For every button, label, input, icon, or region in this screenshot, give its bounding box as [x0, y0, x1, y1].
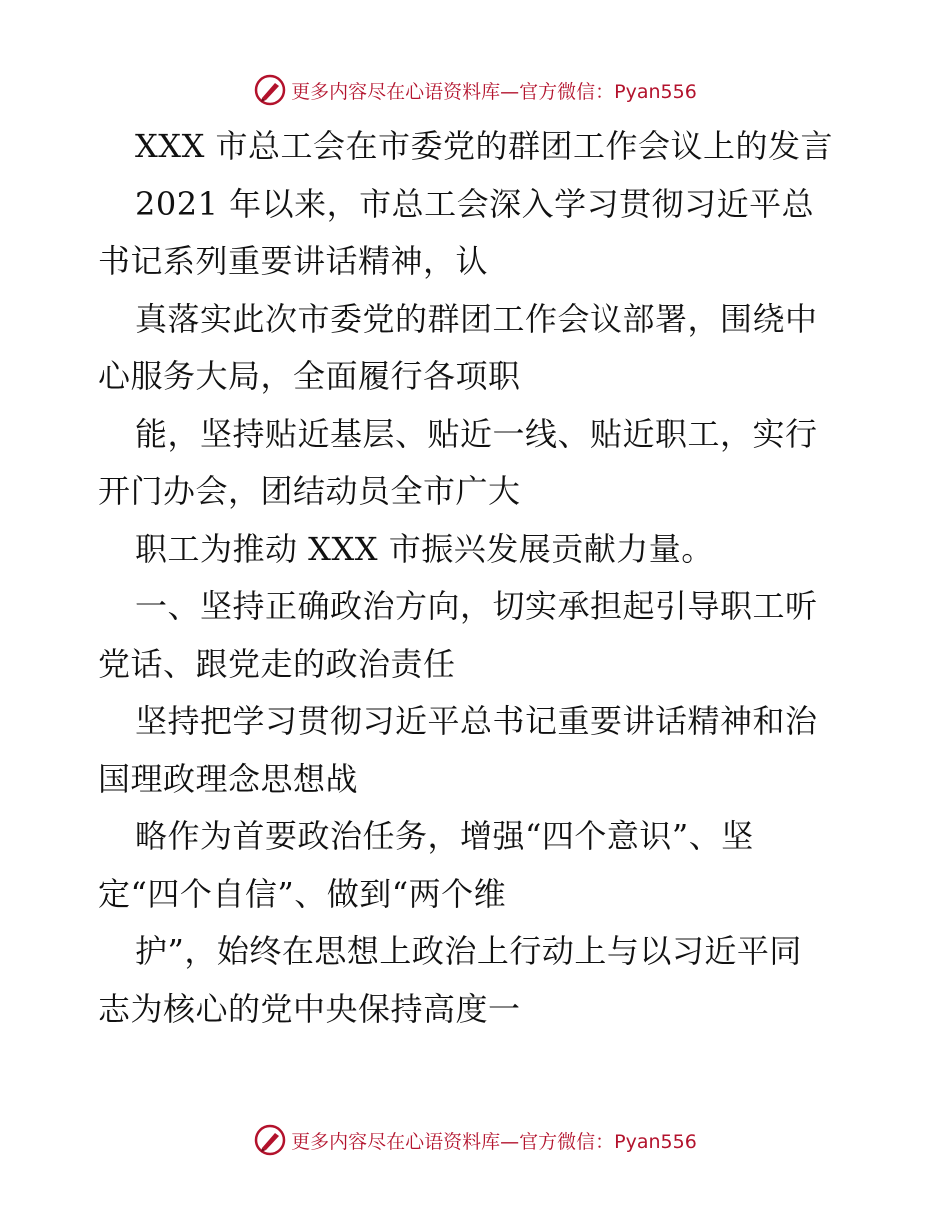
banner-wechat-text: 官方微信：Pyan556	[519, 80, 697, 103]
pen-logo-icon	[253, 1123, 287, 1157]
footer-banner	[0, 1120, 950, 1160]
paragraph-line: 真落实此次市委党的群团工作会议部署，围绕中	[135, 299, 818, 338]
paragraph-line: 2021 年以来，市总工会深入学习贯彻习近平总	[135, 184, 815, 223]
banner-dash: —	[500, 80, 520, 103]
paragraph-line: 职工为推动 XXX 市振兴发展贡献力量。	[135, 529, 714, 568]
paragraph-line: 开门办会，团结动员全市广大	[98, 472, 521, 510]
banner-main-text: 更多内容尽在心语资料库	[291, 80, 501, 103]
paragraph-line: 志为核心的党中央保持高度一	[98, 989, 521, 1028]
paragraph-line: 能，坚持贴近基层、贴近一线、贴近职工，实行	[135, 414, 818, 453]
paragraph-line: 护”，始终在思想上政治上行动上与以习近平同	[135, 932, 802, 970]
banner-text	[291, 1127, 697, 1154]
document-title: XXX 市总工会在市委党的群团工作会议上的发言	[135, 127, 834, 165]
banner-dash: —	[500, 1130, 520, 1153]
banner-text	[291, 77, 697, 104]
banner-wechat-text: 官方微信：Pyan556	[519, 1130, 697, 1153]
banner-main-text: 更多内容尽在心语资料库	[291, 1130, 501, 1153]
document-body	[98, 118, 858, 1038]
paragraph-line: 定“四个自信”、做到“两个维	[98, 874, 507, 913]
paragraph-line: 略作为首要政治任务，增强“四个意识”、坚	[135, 817, 754, 855]
paragraph-line: 坚持把学习贯彻习近平总书记重要讲话精神和治	[135, 702, 818, 740]
section-heading-continued: 党话、跟党走的政治责任	[98, 644, 456, 683]
paragraph-line: 书记系列重要讲话精神，认	[98, 242, 489, 280]
pen-logo-icon	[253, 73, 287, 107]
header-banner	[0, 70, 950, 110]
paragraph-line: 国理政理念思想战	[98, 759, 359, 798]
paragraph-line: 心服务大局，全面履行各项职	[98, 357, 521, 395]
section-heading: 一、坚持正确政治方向，切实承担起引导职工听	[135, 587, 818, 625]
